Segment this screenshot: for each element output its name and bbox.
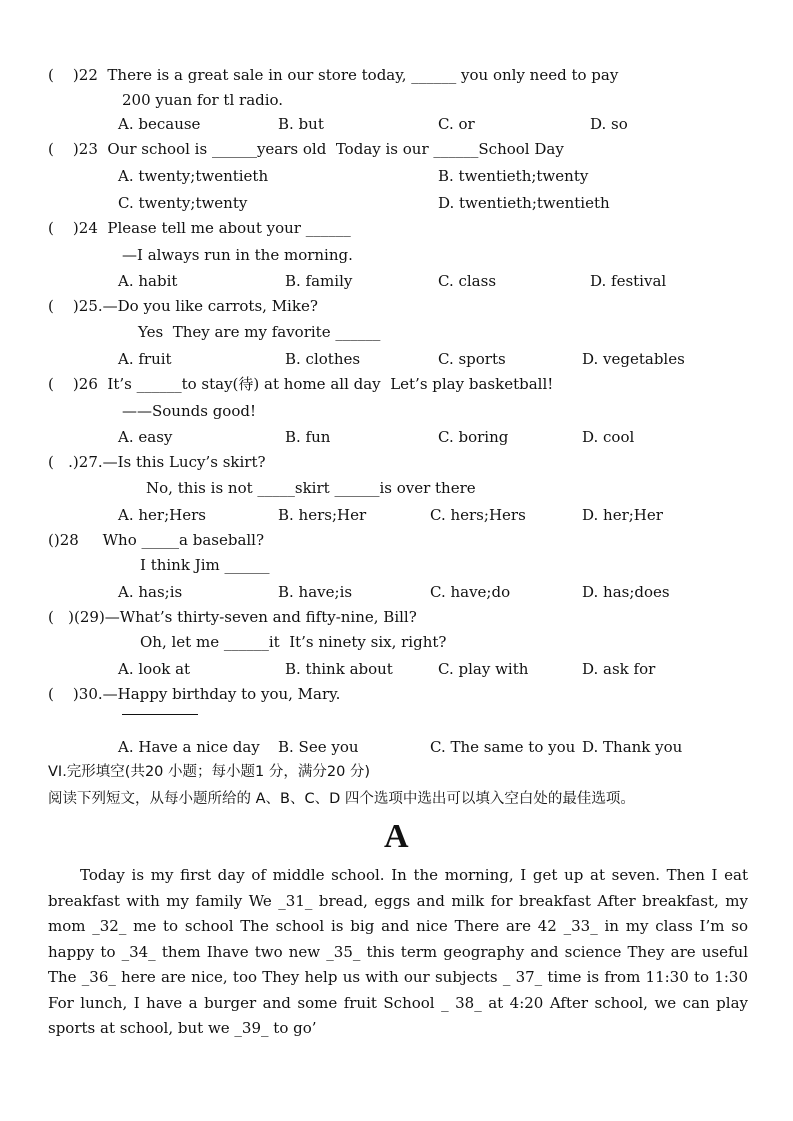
- question-23-stem: ( )23 Our school is ______years old Today is our ______School Day: [48, 140, 564, 158]
- section-instruction: 阅读下列短文，从每小题所给的 A、B、C、D 四个选项中选出可以填入空白处的最佳选项。: [48, 791, 635, 807]
- q26-option-c: C. boring: [438, 428, 509, 446]
- q27-option-d: D. her;Her: [582, 506, 663, 524]
- q25-option-a: A. fruit: [118, 350, 172, 368]
- question-28-stem: ()28 Who _____a baseball?: [48, 531, 265, 549]
- q27-option-a: A. her;Hers: [118, 506, 206, 524]
- q23-option-c: C. twenty;twenty: [118, 194, 248, 212]
- question-22-stem: ( )22 There is a great sale in our store today, ______ you only need to pay: [48, 66, 619, 84]
- q24-option-d: D. festival: [590, 272, 667, 290]
- q23-option-b: B. twentieth;twenty: [438, 167, 589, 185]
- question-25-stem-cont: Yes They are my favorite ______: [138, 323, 381, 341]
- question-24-stem-cont: —I always run in the morning.: [122, 246, 353, 264]
- q26-option-a: A. easy: [118, 428, 173, 446]
- q28-option-b: B. have;is: [278, 583, 353, 601]
- q29-option-a: A. look at: [118, 660, 191, 678]
- q24-option-b: B. family: [285, 272, 353, 290]
- question-26-stem: ( )26 It’s ______to stay(待) at home all day Let’s play basketball!: [48, 375, 554, 393]
- question-28-stem-cont: I think Jim ______: [140, 556, 270, 574]
- question-30-stem: ( )30.—Happy birthday to you, Mary.: [48, 685, 341, 703]
- passage-label: A: [384, 818, 409, 855]
- question-22-stem-cont: 200 yuan for tl radio.: [122, 91, 284, 109]
- q25-option-b: B. clothes: [285, 350, 361, 368]
- q23-option-a: A. twenty;twentieth: [118, 167, 269, 185]
- passage-text: Today is my first day of middle school. In the morning, I get up at seven. Then I eat breakfast with my family We _31_ bread, eggs and milk for breakfast After breakfast, my mom _32_ me to school The school is big and nice There are 42 _33_ in my class I’m so happy to _34_ them Ihave two new _35_ this term geography and science They are useful The _36_ here are nice, too They help us with our subjects _ 37_ time is from 11:30 to 1:30 For lunch, I have a burger and some fruit School _ 38_ at 4:20 After school, we can play sports at school, but we _39_ to go’: [48, 866, 748, 1037]
- q26-option-d: D. cool: [582, 428, 635, 446]
- q30-option-b: B. See you: [278, 738, 359, 756]
- question-29-stem: ( )(29)—What’s thirty-seven and fifty-nine, Bill?: [48, 608, 417, 626]
- answer-blank-line: [122, 714, 198, 715]
- q28-option-c: C. have;do: [430, 583, 511, 601]
- q22-option-c: C. or: [438, 115, 475, 133]
- q30-option-d: D. Thank you: [582, 738, 683, 756]
- q24-option-a: A. habit: [118, 272, 178, 290]
- q28-option-a: A. has;is: [118, 583, 183, 601]
- question-25-stem: ( )25.—Do you like carrots, Mike?: [48, 297, 318, 315]
- section-title: VI.完形填空(共20 小题；每小题1 分，满分20 分): [48, 764, 371, 780]
- q28-option-d: D. has;does: [582, 583, 670, 601]
- q24-option-c: C. class: [438, 272, 497, 290]
- q27-option-c: C. hers;Hers: [430, 506, 526, 524]
- question-29-stem-cont: Oh, let me ______it It’s ninety six, right?: [140, 633, 447, 651]
- q29-option-b: B. think about: [285, 660, 393, 678]
- question-24-stem: ( )24 Please tell me about your ______: [48, 219, 351, 237]
- q29-option-d: D. ask for: [582, 660, 656, 678]
- q27-option-b: B. hers;Her: [278, 506, 367, 524]
- question-27-stem: ( .)27.—Is this Lucy’s skirt?: [48, 453, 266, 471]
- q23-option-d: D. twentieth;twentieth: [438, 194, 610, 212]
- q30-option-a: A. Have a nice day: [118, 738, 260, 756]
- q25-option-d: D. vegetables: [582, 350, 685, 368]
- question-26-stem-cont: ——Sounds good!: [122, 402, 256, 420]
- q22-option-b: B. but: [278, 115, 324, 133]
- q29-option-c: C. play with: [438, 660, 529, 678]
- q30-option-c: C. The same to you: [430, 738, 576, 756]
- q26-option-b: B. fun: [285, 428, 331, 446]
- question-27-stem-cont: No, this is not _____skirt ______is over there: [146, 479, 476, 497]
- q22-option-d: D. so: [590, 115, 628, 133]
- q22-option-a: A. because: [118, 115, 201, 133]
- q25-option-c: C. sports: [438, 350, 506, 368]
